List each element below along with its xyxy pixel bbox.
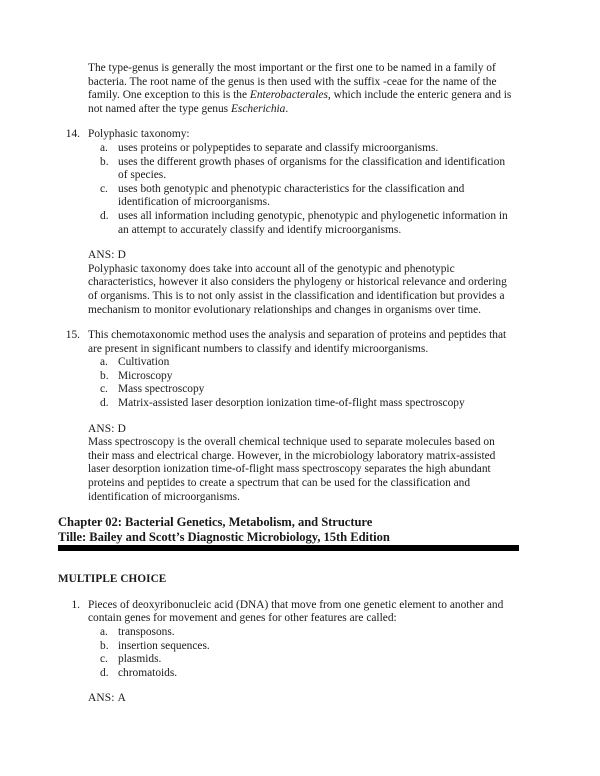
option-a-text: transposons. (118, 626, 175, 638)
question-15-stem-row (58, 329, 514, 356)
question-14-answer-label: ANS: (88, 249, 115, 262)
question-14-answer-block (88, 249, 512, 317)
option-d[interactable] (88, 210, 514, 237)
question-15-number: 15. (65, 329, 80, 342)
option-a-letter: a. (100, 626, 108, 638)
option-d[interactable] (88, 667, 514, 681)
option-a[interactable] (88, 356, 514, 370)
option-c-text: plasmids. (118, 653, 162, 666)
question-1-answer-block (88, 692, 512, 706)
question-14-stem-row (58, 128, 514, 142)
question-15-options (88, 356, 514, 410)
page-content (58, 62, 514, 706)
question-14-number: 14. (65, 128, 80, 141)
question-15-stem: This chemotaxonomic method uses the analysis and separation of proteins and peptides that are present in significant numbers to classify and identify microorganisms. (88, 329, 507, 355)
option-c[interactable] (88, 653, 514, 667)
question-15-answer-block (88, 423, 512, 505)
question-1 (58, 599, 514, 706)
chapter-heading-line-1: Chapter 02: Bacterial Genetics, Metabolism, and Structure (58, 515, 373, 530)
option-a-text: Cultivation (118, 356, 170, 369)
option-c-text: uses both genotypic and phenotypic characteristics for the classification and identification of microorganisms. (118, 182, 465, 209)
question-1-options (88, 626, 514, 680)
option-b-letter: b. (100, 639, 109, 652)
option-d-text: Matrix-assisted laser desorption ionization time-of-flight mass spectroscopy (118, 397, 465, 410)
question-1-stem-row (58, 599, 514, 626)
option-b-text: uses the different growth phases of organisms for the classification and identification of species. (118, 155, 506, 182)
chapter-heading (58, 515, 514, 544)
intro-segment-3: . (285, 102, 289, 115)
question-1-answer-value: A (117, 692, 126, 705)
question-14-stem: Polyphasic taxonomy: (88, 128, 190, 141)
horizontal-rule (58, 545, 519, 551)
option-b-text: insertion sequences. (118, 639, 210, 652)
question-14-rationale: Polyphasic taxonomy does take into account all of the genotypic and phenotypic characteristics, however it also considers the phylogeny or historical relevance and ordering of organisms. This is to not only assist in the classification and identification but provides a mechanism to monitor evolutionary relationships and changes in organisms over time. (88, 262, 507, 316)
question-15-rationale: Mass spectroscopy is the overall chemical technique used to separate molecules based on their mass and electrical charge. However, in the microbiology laboratory matrix-assisted laser desorption ionization time-of-flight mass spectroscopy separates the high abundant proteins and peptides to create a spectrum that can be used for the classification and identification of microorganisms. (88, 436, 496, 503)
option-d-letter: d. (100, 666, 109, 679)
intro-segment-2: which include the enteric genera and is not named after the type genus (88, 89, 512, 115)
question-1-answer-label: ANS: (88, 692, 115, 705)
option-d[interactable] (88, 397, 514, 411)
question-15-answer-label: ANS: (88, 422, 115, 435)
option-c[interactable] (88, 183, 514, 210)
option-b[interactable] (88, 370, 514, 384)
question-14 (58, 128, 514, 317)
question-1-number: 1. (71, 598, 80, 611)
question-14-options (88, 142, 514, 237)
option-a-letter: a. (100, 141, 108, 154)
question-15 (58, 329, 514, 504)
option-c-letter: c. (100, 653, 108, 666)
question-1-answer-line (88, 692, 512, 706)
chapter-heading-line-2: Tille: Bailey and Scott’s Diagnostic Microbiology, 15th Edition (58, 529, 390, 544)
option-c-letter: c. (100, 182, 108, 195)
intro-italic-enterobacterales: Enterobacterales, (249, 89, 331, 102)
question-14-answer-value: D (117, 249, 126, 262)
intro-italic-escherichia: Escherichia (230, 102, 286, 115)
option-c-letter: c. (100, 383, 108, 396)
option-d-text: chromatoids. (118, 666, 178, 679)
option-b[interactable] (88, 640, 514, 654)
intro-paragraph (88, 62, 512, 116)
option-a-letter: a. (100, 356, 108, 369)
intro-segment-1: The type-genus is generally the most important or the first one to be named in a family of bacteria. The root name of the genus is then used with the suffix -ceae for the name of the family. One exception to this is the (88, 62, 497, 102)
option-a-text: uses proteins or polypeptides to separate and classify microorganisms. (118, 141, 439, 154)
option-d-letter: d. (100, 209, 109, 222)
option-b-letter: b. (100, 369, 109, 382)
option-c-text: Mass spectroscopy (118, 383, 205, 396)
option-a[interactable] (88, 626, 514, 640)
option-b-letter: b. (100, 155, 109, 168)
question-15-answer-value: D (117, 422, 126, 435)
option-d-letter: d. (100, 397, 109, 410)
option-d-text: uses all information including genotypic, phenotypic and phylogenetic information in an attempt to accurately classify and identify microorganisms. (118, 209, 508, 236)
option-b-text: Microscopy (118, 369, 173, 382)
option-c[interactable] (88, 383, 514, 397)
question-1-stem: Pieces of deoxyribonucleic acid (DNA) that move from one genetic element to another and contain genes for movement and genes for other features are called: (88, 598, 504, 625)
section-heading-multiple-choice: MULTIPLE CHOICE (58, 573, 167, 586)
option-a[interactable] (88, 142, 514, 156)
question-15-answer-line (88, 423, 512, 437)
option-b[interactable] (88, 156, 514, 183)
question-14-answer-line (88, 249, 512, 263)
